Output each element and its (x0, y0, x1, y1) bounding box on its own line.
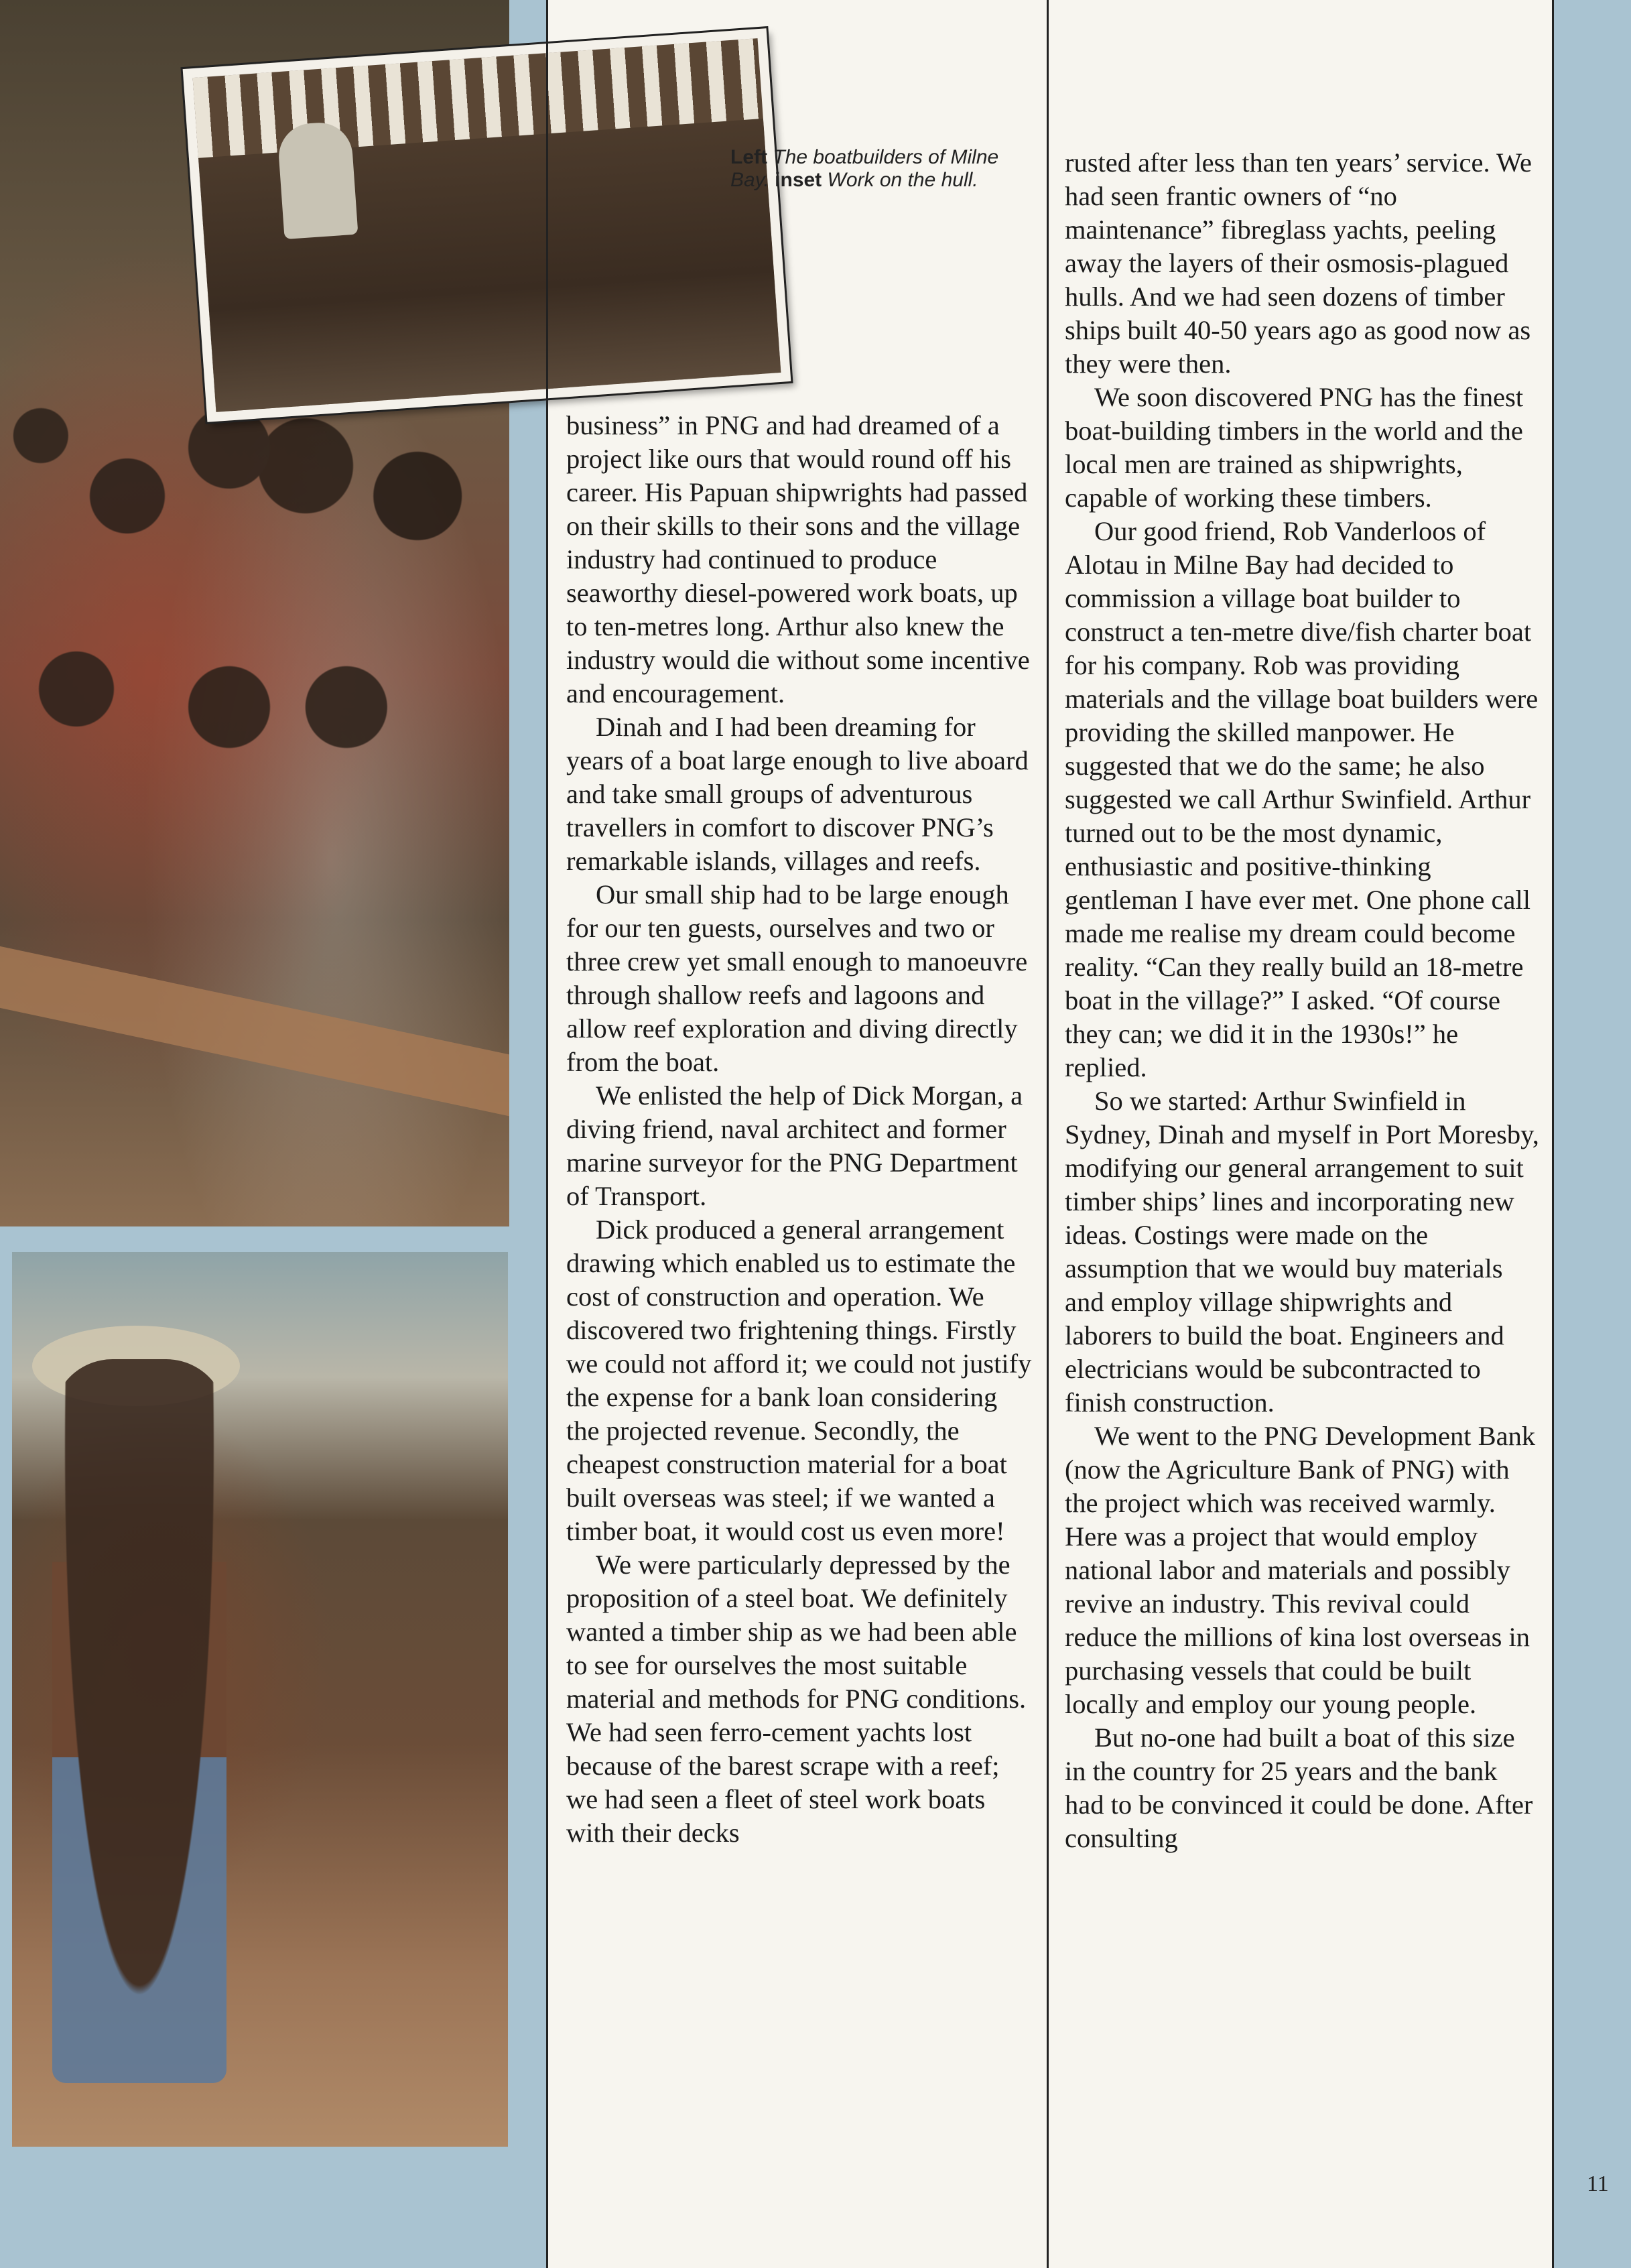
paragraph: We were particularly depressed by the proposition of a steel boat. We definitely wanted a timber ship as we had been able to see for ourselves the most suitable material and methods for PNG conditions. We had seen ferro-cement yachts lost because of the barest scrape with a reef; we had seen a fleet of steel work boats with their decks (566, 1550, 1027, 1848)
old-shipwright-photo (12, 1252, 508, 2147)
caption-left-text: The boatbuilders of Milne Bay. (730, 146, 999, 191)
paragraph: But no-one had built a boat of this size in the country for 25 years and the bank had to be convinced it could be done. After consulting (1065, 1722, 1533, 1853)
paragraph: Our small ship had to be large enough for our ten guests, ourselves and two or three crew yet small enough to manoeuvre through shallow reefs and lagoons and allow reef exploration and diving directly from the boat. (566, 879, 1028, 1077)
paragraph: So we started: Arthur Swinfield in Sydney, Dinah and myself in Port Moresby, modifying our general arrangement to suit timber ships’ lines and incorporating new ideas. Costings were made on the assumption that we would buy materials and employ village shipwrights and laborers to build the boat. Engineers and electricians would be subcontracted to finish construction. (1065, 1086, 1539, 1418)
boatbuilders-group (0, 375, 509, 979)
shipwright-figure (52, 1359, 226, 2083)
paragraph: Dinah and I had been dreaming for years of a boat large enough to live aboard and take small groups of adventurous travellers in comfort to discover PNG’s remarkable islands, villages and reefs. (566, 712, 1029, 876)
page-number: 11 (1587, 2171, 1609, 2196)
column-rule-left (546, 0, 548, 2268)
paragraph: business” in PNG and had dreamed of a project like ours that would round off his career. His Papuan shipwrights had passed on their skills to their sons and the village industry had continued to produce seaworthy diesel-powered work boats, up to ten-metres long. Arthur also knew the industry would die without some incentive and encouragement. (566, 410, 1030, 708)
right-color-panel (1553, 0, 1631, 2268)
paragraph: Dick produced a general arrangement drawing which enabled us to estimate the cost of construction and operation. We discovered two frightening things. Firstly we could not afford it; we could not justify the expense for a bank loan considering the projected revenue. Secondly, the cheapest construction material for a boat built overseas was steel; if we wanted a timber boat, it would cost us even more! (566, 1214, 1032, 1546)
paragraph: We went to the PNG Development Bank (now the Agriculture Bank of PNG) with the project which was received warmly. Here was a project that would employ national labor and materials and possibly revive an industry. This revival could reduce the millions of kina lost overseas in purchasing vessels that could be built locally and employ our young people. (1065, 1421, 1536, 1719)
paragraph: We soon discovered PNG has the finest boat-building timbers in the world and the local men are trained as shipwrights, capable of working these timbers. (1065, 382, 1524, 513)
paragraph: rusted after less than ten years’ service. We had seen frantic owners of “no maintenance” fibreglass yachts, peeling away the layers of their osmosis-plagued hulls. And we had seen dozens of timber ships built 40-50 years ago as good now as they were then. (1065, 147, 1532, 379)
article-column-1 (566, 409, 1035, 1850)
caption-left-label: Left (730, 146, 767, 168)
paragraph: We enlisted the help of Dick Morgan, a diving friend, naval architect and former marine surveyor for the PNG Department of Transport. (566, 1080, 1023, 1211)
photo-caption (730, 146, 1019, 192)
article-column-2 (1065, 146, 1539, 1855)
column-rule-middle (1047, 0, 1049, 2268)
hull-work-inset-photo (183, 28, 791, 422)
column-rule-right (1552, 0, 1554, 2268)
caption-inset-text: Work on the hull. (827, 169, 978, 191)
hull-worker-figure (277, 121, 358, 239)
paragraph: Our good friend, Rob Vanderloos of Alotau in Milne Bay had decided to commission a village boat builder to construct a ten-metre dive/fish charter boat for his company. Rob was providing materials and the village boat builders were providing the skilled manpower. He suggested that we do the same; he also suggested we call Arthur Swinfield. Arthur turned out to be the most dynamic, enthusiastic and positive-thinking gentleman I have ever met. One phone call made me realise my dream could become reality. “Can they really build an 18-metre boat in the village?” I asked. “Of course they can; we did it in the 1930s!” he replied. (1065, 516, 1539, 1082)
caption-inset-label: inset (775, 169, 822, 191)
